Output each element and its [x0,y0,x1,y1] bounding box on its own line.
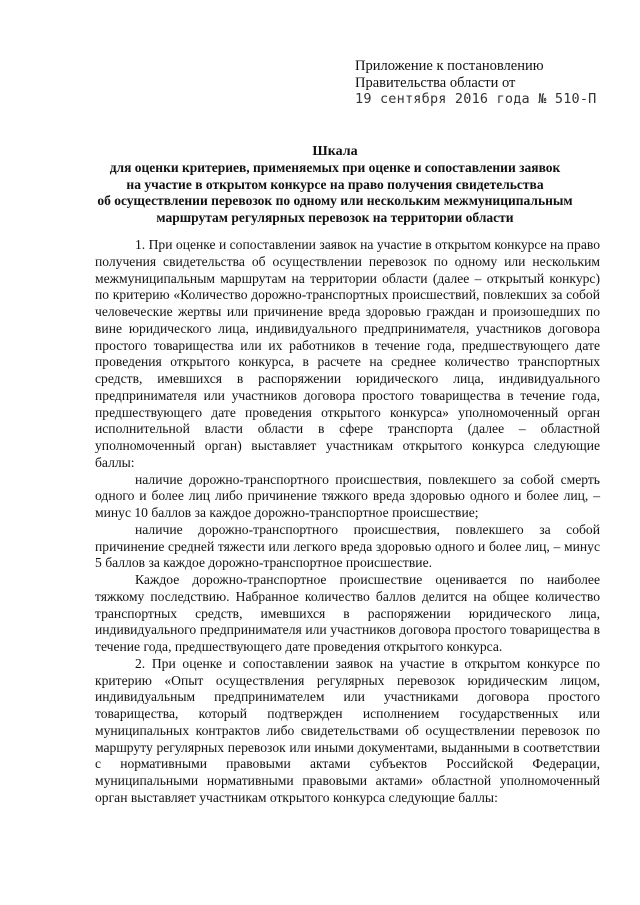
paragraph-1: 1. При оценке и сопоставлении заявок на участие в открытом конкурсе на право получения свидетельства об осуществлении перевозок по одному или нескольким межмуниципальным маршрутам на территории области (далее – открытый конкурс) по критерию «Количество дорожно-транспортных происшествий, повлекших за собой человеческие жертвы или причинение вреда здоровью граждан и произошедших по вине юридического лица, индивидуального предпринимателя, участников договора простого товарищества или их работников в течение года, предшествующего дате проведения открытого конкурса, в расчете на среднее количество транспортных средств, имевшихся в распоряжении юридического лица, индивидуального предпринимателя или участников договора простого товарищества в течение года, предшествующего дате проведения открытого конкурса» уполномоченный орган исполнительной власти области в сфере транспорта (далее – областной уполномоченный орган) выставляет участникам открытого конкурса следующие баллы: [95,237,600,470]
title-line-2: на участие в открытом конкурсе на право получения свидетельства [126,176,544,192]
paragraph-2: наличие дорожно-транспортного происшествия, повлекшего за собой смерть одного и более лиц либо причинение тяжкого вреда здоровью одного и более лиц, – минус 10 баллов за каждое дорожно-транспортное происшествие; [95,471,600,520]
paragraph-3: наличие дорожно-транспортного происшествия, повлекшего за собой причинение средней тяжести или легкого вреда здоровью одного и более лиц, – минус 5 баллов за каждое дорожно-транспортное происшествие. [95,521,600,571]
header-line-1: Приложение к постановлению [355,58,544,74]
title-main: Шкала [312,144,358,159]
header-line-2: Правительства области от [355,74,516,91]
title-line-3: об осуществлении перевозок по одному или нескольким межмуниципальным [97,193,573,209]
document-body [95,237,600,807]
paragraph-4: Каждое дорожно-транспортное происшествие оценивается по наиболее тяжкому последствию. Набранное количество баллов делится на общее количество транспортных средств, имевшихся в распоряжении юридического лица, индивидуального предпринимателя или участников договора простого товарищества в течение года, предшествующего дате проведения открытого конкурса. [95,572,600,654]
document-title [70,144,600,226]
title-line-1: для оценки критериев, применяемых при оценке и сопоставлении заявок [109,160,561,176]
date-number-stamp: 19 сентября 2016 года № 510-П [355,91,597,107]
paragraph-5: 2. При оценке и сопоставлении заявок на участие в открытом конкурсе по критерию «Опыт осуществления регулярных перевозок юридическим лицом, индивидуальным предпринимателем или участниками договора простого товарищества, который подтвержден исполнением государственных или муниципальных контрактов либо свидетельствами об осуществлении перевозок по маршруту регулярных перевозок или иными документами, выданными в соответствии с нормативными правовыми актами субъектов Российской Федерации, муниципальными нормативными правовыми актами» областной уполномоченный орган выставляет участникам открытого конкурса следующие баллы: [95,655,600,805]
approval-header [355,58,625,108]
title-line-4: маршрутам регулярных перевозок на территории области [156,209,514,225]
